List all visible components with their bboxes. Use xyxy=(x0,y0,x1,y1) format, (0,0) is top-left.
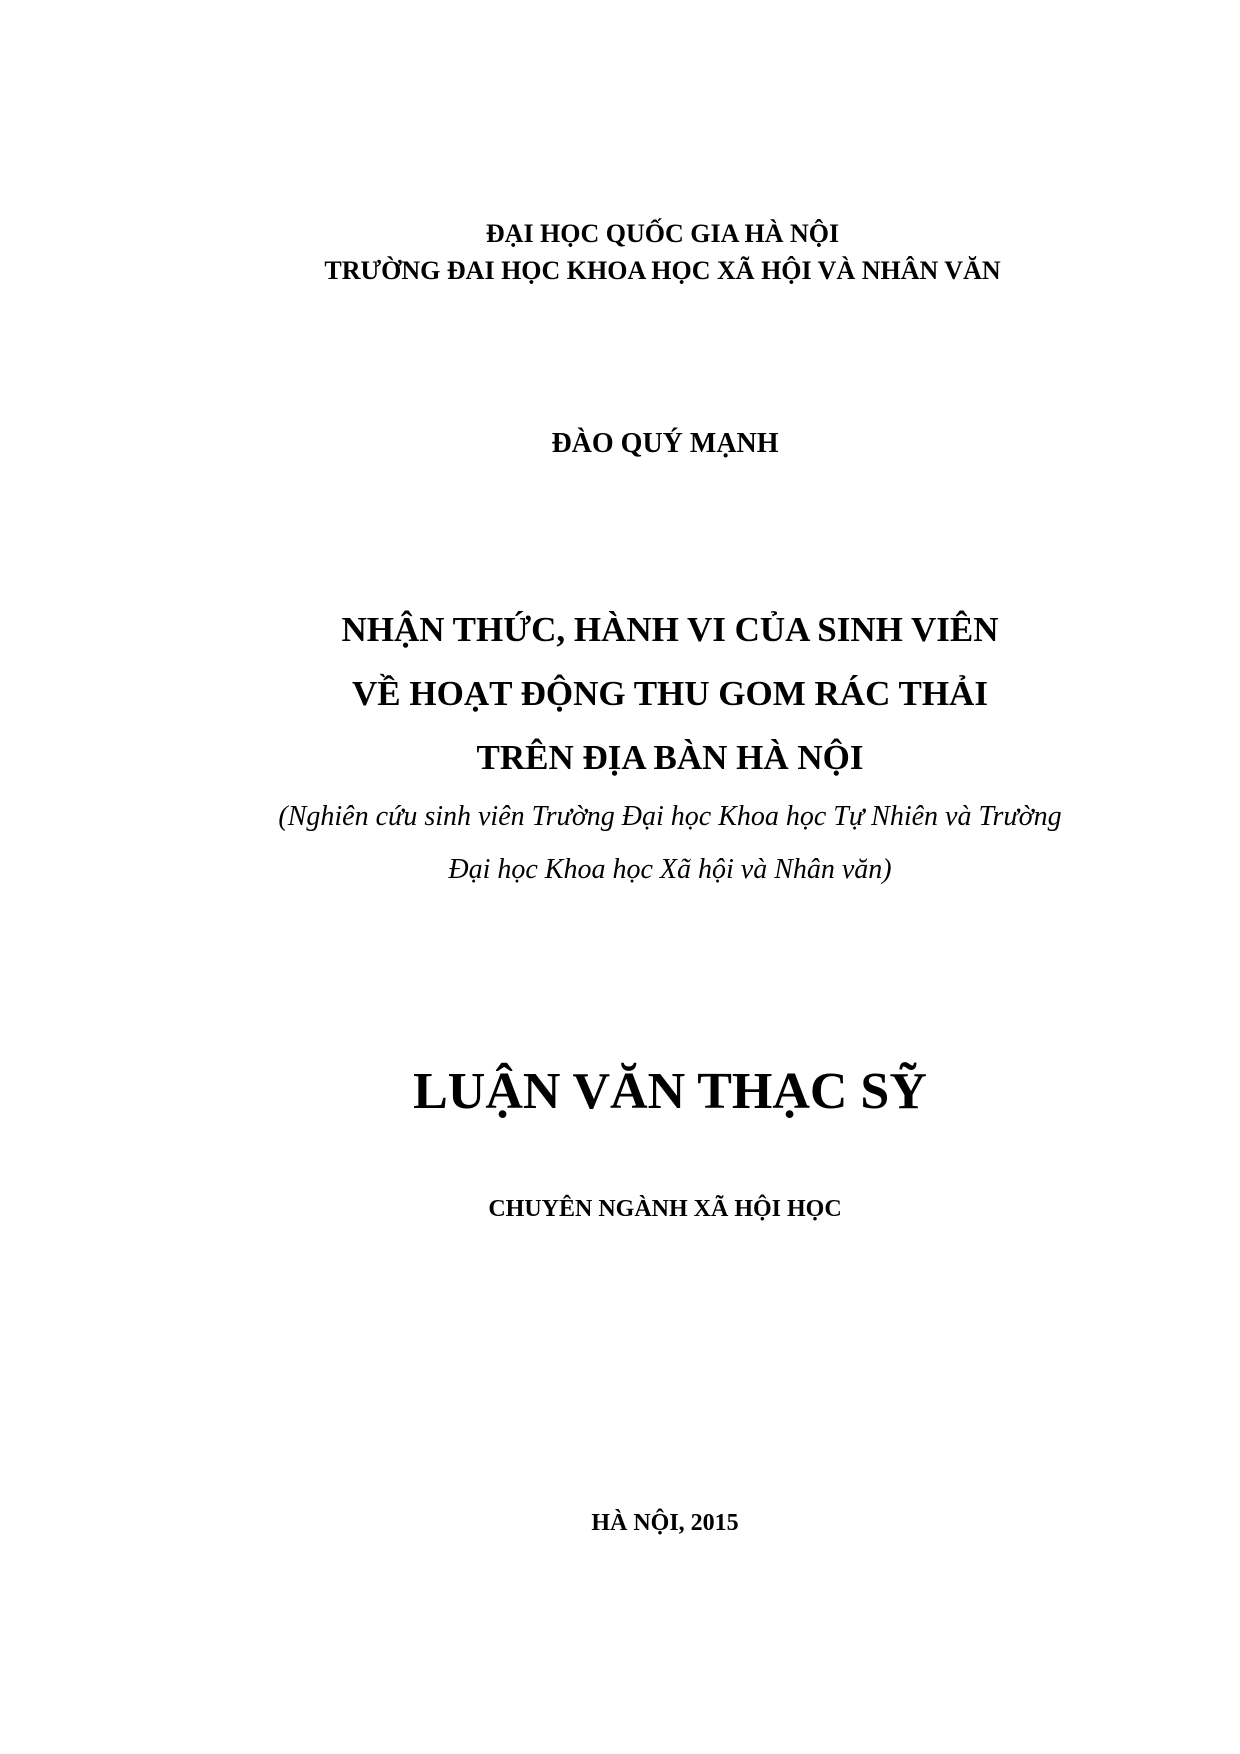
thesis-title-line-2: VỀ HOẠT ĐỘNG THU GOM RÁC THẢI xyxy=(352,674,988,713)
thesis-title-line-1: NHẬN THỨC, HÀNH VI CỦA SINH VIÊN xyxy=(341,610,999,649)
university-name: ĐẠI HỌC QUỐC GIA HÀ NỘI xyxy=(485,219,840,248)
major-name: CHUYÊN NGÀNH XÃ HỘI HỌC xyxy=(488,1196,842,1222)
subtitle-line-2: Đại học Khoa học Xã hội và Nhân văn) xyxy=(448,854,892,885)
school-name: TRƯỜNG ĐAI HỌC KHOA HỌC XÃ HỘI VÀ NHÂN VĂN xyxy=(324,256,1001,285)
degree-title: LUẬN VĂN THẠC SỸ xyxy=(413,1063,927,1120)
author-name: ĐÀO QUÝ MẠNH xyxy=(551,428,779,459)
subtitle-line-1: (Nghiên cứu sinh viên Trường Đại học Khoa học Tự Nhiên và Trường xyxy=(278,801,1062,832)
thesis-title-line-3: TRÊN ĐỊA BÀN HÀ NỘI xyxy=(476,738,864,777)
place-and-year: HÀ NỘI, 2015 xyxy=(591,1510,739,1536)
